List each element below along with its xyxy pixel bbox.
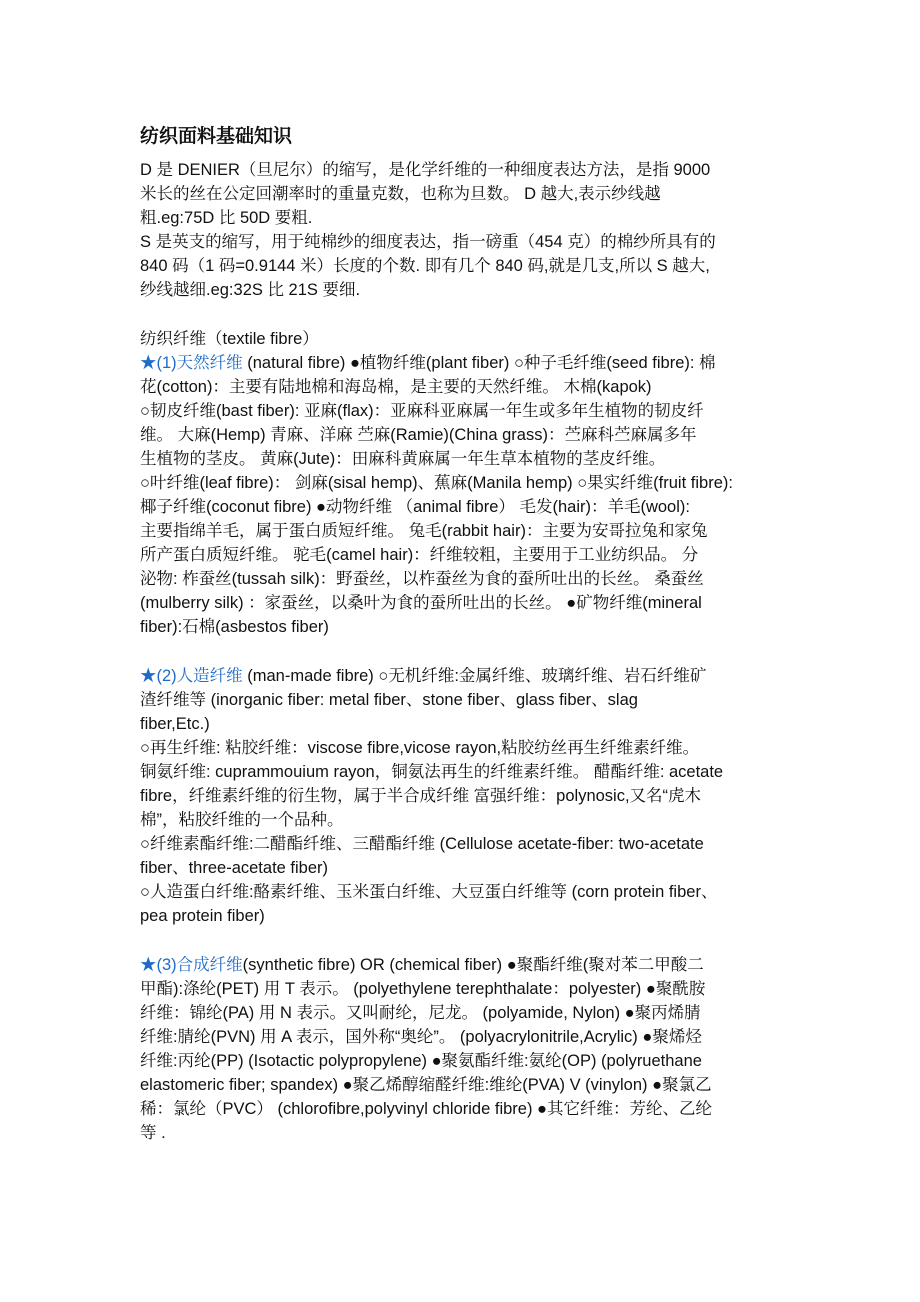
text-line: 泌物: 柞蚕丝(tussah silk)：野蚕丝，以柞蚕丝为食的蚕所吐出的长丝。 桑蚕丝 <box>140 570 704 588</box>
text-line: 所产蛋白质短纤维。 驼毛(camel hair)：纤维较粗，主要用于工业纺织品。 分 <box>140 546 699 564</box>
text-line: ○再生纤维: 粘胶纤维：viscose fibre,vicose rayon,粘胶纺丝再生纤维素纤维。 <box>140 739 700 757</box>
text-line: 稀：氯纶（PVC） (chlorofibre,polyvinyl chloride fibre) ●其它纤维：芳纶、乙纶 <box>140 1100 712 1118</box>
text-line <box>140 664 800 688</box>
text-line: fibre，纤维素纤维的衍生物，属于半合成纤维 富强纤维：polynosic,又名“虎木 <box>140 787 702 805</box>
text-line: (mulberry silk) ：家蚕丝，以桑叶为食的蚕所吐出的长丝。 ●矿物纤维(mineral <box>140 594 702 612</box>
text-line: 维。 大麻(Hemp) 青麻、洋麻 苎麻(Ramie)(China grass)：苎麻科苎麻属多年 <box>140 426 697 444</box>
text-line: 花(cotton)：主要有陆地棉和海岛棉，是主要的天然纤维。 木棉(kapok) <box>140 378 652 396</box>
fibre-section <box>140 664 800 928</box>
text-line: fiber,Etc.) <box>140 715 210 733</box>
text-line: 纱线越细.eg:32S 比 21S 要细. <box>140 281 361 299</box>
text-line: 米长的丝在公定回潮率时的重量克数，也称为旦数。 D 越大,表示纱线越 <box>140 185 661 203</box>
text-line: elastomeric fiber; spandex) ●聚乙烯醇缩醛纤维:维纶(PVA) V (vinylon) ●聚氯乙 <box>140 1076 712 1094</box>
fibre-sections <box>140 351 800 1145</box>
text-line: 渣纤维等 (inorganic fiber: metal fiber、stone fiber、glass fiber、slag <box>140 691 638 709</box>
text-line: D 是 DENIER（旦尼尔）的缩写，是化学纤维的一种细度表达方法，是指 9000 <box>140 161 711 179</box>
document-page <box>140 122 800 1145</box>
fibre-section <box>140 953 800 1145</box>
text-line: 铜氨纤维: cuprammouium rayon，铜氨法再生的纤维素纤维。 醋酯纤维: acetate <box>140 763 724 781</box>
section-text: (natural fibre) ●植物纤维(plant fiber) ○种子毛纤维(seed fibre): 棉 <box>242 354 716 372</box>
text-line: ○韧皮纤维(bast fiber): 亚麻(flax)：亚麻科亚麻属一年生或多年生植物的韧皮纤 <box>140 402 704 420</box>
text-line: 主要指绵羊毛，属于蛋白质短纤维。 兔毛(rabbit hair)：主要为安哥拉兔和家兔 <box>140 522 708 540</box>
section-text: (man-made fibre) ○无机纤维:金属纤维、玻璃纤维、岩石纤维矿 <box>242 667 707 685</box>
text-line: 等 . <box>140 1124 166 1142</box>
text-line: fiber):石棉(asbestos fiber) <box>140 618 329 636</box>
text-line: 840 码（1 码=0.9144 米）长度的个数. 即有几个 840 码,就是几支,所以 S 越大, <box>140 257 710 275</box>
text-line: 粗.eg:75D 比 50D 要粗. <box>140 209 313 227</box>
section-text: (synthetic fibre) OR (chemical fiber) ●聚酯纤维(聚对苯二甲酸二 <box>242 956 704 974</box>
text-line: ○叶纤维(leaf fibre)： 剑麻(sisal hemp)、蕉麻(Manila hemp) ○果实纤维(fruit fibre): <box>140 474 733 492</box>
text-line: 纤维:丙纶(PP) (Isotactic polypropylene) ●聚氨酯纤维:氨纶(OP) (polyruethane <box>140 1052 702 1070</box>
text-line: pea protein fiber) <box>140 907 265 925</box>
text-line: 棉”，粘胶纤维的一个品种。 <box>140 811 344 829</box>
text-line: ○纤维素酯纤维:二醋酯纤维、三醋酯纤维 (Cellulose acetate-fiber: two-acetate <box>140 835 704 853</box>
text-line: fiber、three-acetate fiber) <box>140 859 329 877</box>
text-line: 椰子纤维(coconut fibre) ●动物纤维 （animal fibre） 毛发(hair)：羊毛(wool): <box>140 498 690 516</box>
section-heading: 纺织纤维（textile fibre） <box>140 330 319 348</box>
intro-paragraph <box>140 158 800 302</box>
text-line: 纤维:腈纶(PVN) 用 A 表示，国外称“奥纶”。 (polyacrylonitrile,Acrylic) ●聚烯烃 <box>140 1028 702 1046</box>
section-title: ★(1)天然纤维 <box>140 354 243 372</box>
text-line: 生植物的茎皮。 黄麻(Jute)：田麻科黄麻属一年生草本植物的茎皮纤维。 <box>140 450 666 468</box>
section-title: ★(2)人造纤维 <box>140 667 243 685</box>
section-title: ★(3)合成纤维 <box>140 956 243 974</box>
document-title: 纺织面料基础知识 <box>140 126 293 147</box>
text-line <box>140 351 800 375</box>
text-line: 甲酯):涤纶(PET) 用 T 表示。 (polyethylene terephthalate：polyester) ●聚酰胺 <box>140 980 706 998</box>
text-line: ○人造蛋白纤维:酪素纤维、玉米蛋白纤维、大豆蛋白纤维等 (corn protein fiber、 <box>140 883 718 901</box>
text-line <box>140 953 800 977</box>
text-line: S 是英支的缩写，用于纯棉纱的细度表达，指一磅重（454 克）的棉纱所具有的 <box>140 233 716 251</box>
text-line: 纤维：锦纶(PA) 用 N 表示。又叫耐纶，尼龙。 (polyamide, Nylon) ●聚丙烯腈 <box>140 1004 701 1022</box>
fibre-section <box>140 351 800 639</box>
